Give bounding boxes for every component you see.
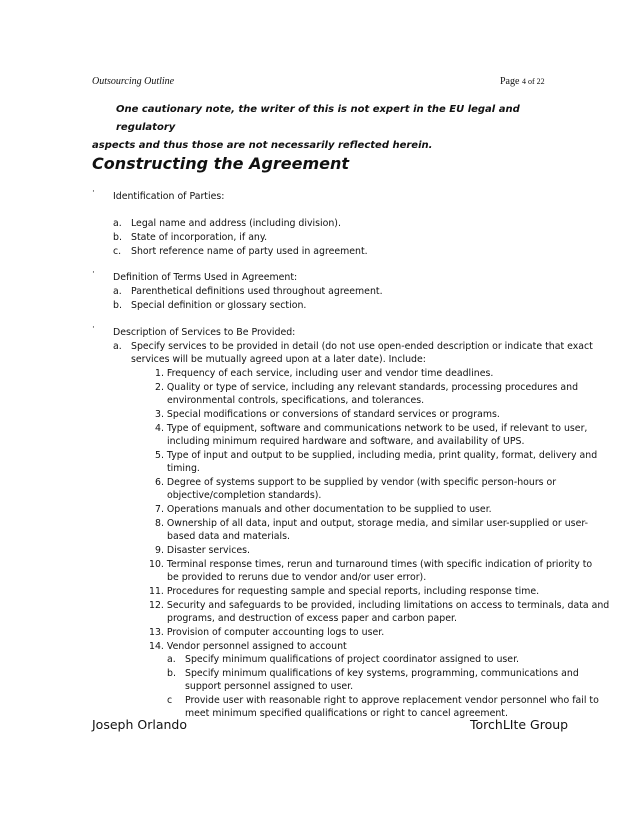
outline-line: State of incorporation, if any.	[131, 232, 268, 243]
outline-line: a.	[113, 218, 122, 229]
outline-line: Description of Services to Be Provided:	[113, 327, 296, 338]
outline-line: Identification of Parties:	[113, 191, 225, 202]
outline-line: be provided to reruns due to vendor and/or user error).	[167, 572, 427, 583]
outline-line: 2. Quality or type of service, including any relevant standards, processing procedures and	[155, 382, 579, 393]
outline-line: Definition of Terms Used in Agreement:	[113, 272, 298, 283]
outline-line: including minimum required hardware and software, and availability of UPS.	[167, 436, 525, 447]
bullet-marker: ·	[92, 268, 95, 278]
outline-line: 13. Provision of computer accounting logs to user.	[149, 627, 385, 638]
outline-line: 3. Special modifications or conversions of standard services or programs.	[155, 409, 500, 420]
outline-line: Parenthetical definitions used throughout agreement.	[131, 286, 383, 297]
outline-line: b.	[167, 668, 176, 679]
bullet-marker: ·	[92, 323, 95, 333]
section-title: Constructing the Agreement	[92, 154, 350, 173]
outline-line: 12. Security and safeguards to be provided, including limitations on access to terminals, data and	[149, 600, 610, 611]
outline-line: Short reference name of party used in agreement.	[131, 246, 368, 257]
outline-line: b.	[113, 232, 122, 243]
bullet-marker: ·	[92, 187, 95, 197]
outline-line: a.	[113, 341, 122, 352]
outline-line: Specify services to be provided in detail (do not use open-ended description or indicate that exact	[131, 341, 593, 352]
page-number	[500, 76, 545, 87]
header-title: Outsourcing Outline	[92, 76, 175, 87]
outline-line: 4. Type of equipment, software and communications network to be used, if relevant to user,	[155, 423, 588, 434]
outline-line: c.	[113, 246, 122, 257]
page-count: 4 of 22	[521, 77, 545, 86]
footer-organization: TorchLIte Group	[470, 717, 569, 732]
outline-line: environmental controls, specifications, and tolerances.	[167, 395, 425, 406]
outline-line: 5. Type of input and output to be supplied, including media, print quality, format, delivery and	[155, 450, 598, 461]
outline-line: support personnel assigned to user.	[185, 681, 354, 692]
outline-line: b.	[113, 300, 122, 311]
outline-line: Provide user with reasonable right to approve replacement vendor personnel who fail to	[185, 695, 599, 706]
page-word: Page	[500, 76, 520, 87]
outline-line: a.	[113, 286, 122, 297]
outline-line: services will be mutually agreed upon at a later date). Include:	[131, 354, 426, 365]
outline-line: 7. Operations manuals and other documentation to be supplied to user.	[155, 504, 492, 515]
outline-line: Special definition or glossary section.	[131, 300, 307, 311]
outline-line: 8. Ownership of all data, input and output, storage media, and similar user-supplied or user-	[155, 518, 588, 529]
outline-line: 14. Vendor personnel assigned to account	[149, 641, 347, 652]
outline-line: Specify minimum qualifications of project coordinator assigned to user.	[185, 654, 520, 665]
outline-line: 9. Disaster services.	[155, 545, 250, 556]
footer-author: Joseph Orlando	[92, 717, 187, 732]
outline-line: a.	[167, 654, 176, 665]
outline-line: meet minimum specified qualifications or right to cancel agreement.	[185, 708, 508, 719]
outline-line: 6. Degree of systems support to be supplied by vendor (with specific person-hours or	[155, 477, 557, 488]
outline-line: based data and materials.	[167, 531, 290, 542]
outline-line: 10. Terminal response times, rerun and turnaround times (with specific indication of priority to	[149, 559, 593, 570]
note-line-2: aspects and thus those are not necessarily reflected herein.	[92, 140, 433, 151]
note-line-1: One cautionary note, the writer of this is not expert in the EU legal and regulatory	[116, 104, 520, 133]
outline-line: objective/completion standards).	[167, 490, 322, 501]
outline-line: 1. Frequency of each service, including user and vendor time deadlines.	[155, 368, 494, 379]
outline-line: programs, and destruction of excess paper and carbon paper.	[167, 613, 457, 624]
outline-line: Specify minimum qualifications of key systems, programming, communications and	[185, 668, 579, 679]
outline-line: c	[167, 695, 173, 706]
outline-line: 11. Procedures for requesting sample and special reports, including response time.	[149, 586, 540, 597]
outline-line: Legal name and address (including division).	[131, 218, 341, 229]
outline-line: timing.	[167, 463, 200, 474]
cautionary-note	[92, 101, 562, 155]
